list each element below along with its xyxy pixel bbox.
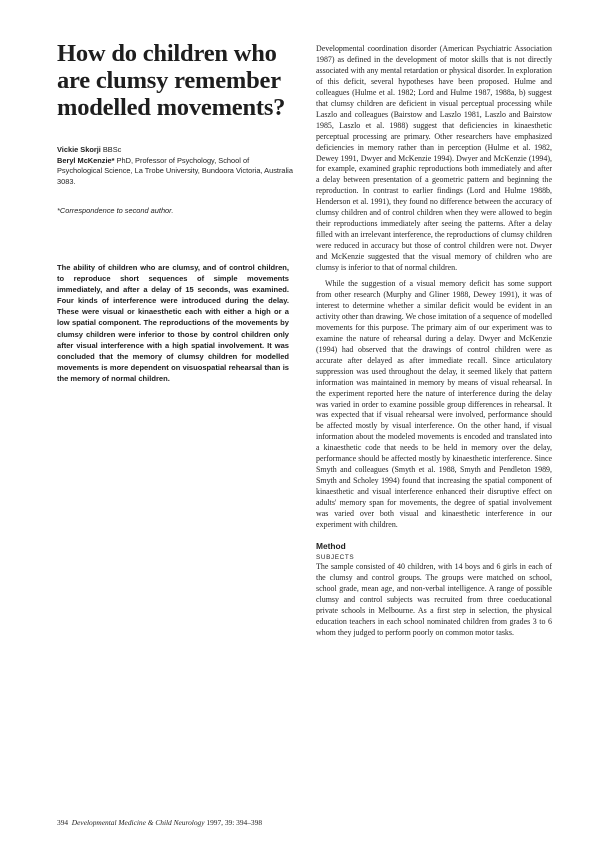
author-1-name: Vickie Skorji [57,145,101,154]
page-footer [57,818,357,828]
journal-citation: 1997, 39: 394–398 [204,818,263,827]
author-2 [57,156,295,188]
author-1-degree: BBSc [100,145,122,154]
abstract: The ability of children who are clumsy, and of control children, to reproduce short sequences of simple movements immediately, and after a delay of 15 seconds, was examined. Four kinds of interference were introduced during the delay. These were visual or kinaesthetic each with either a high or a low spatial component. The reproductions of the movements by clumsy children were inferior to those by control children only after visual interference with a high spatial involvement. It was concluded that the memory of clumsy children for modelled movements is more dependent on visuospatial rehearsal than is the memory of normal children. [57,263,289,383]
body-paragraph-2: While the suggestion of a visual memory deficit has some support from other research (Murphy and Gliner 1988, Dewey 1991), it was of interest to determine whether a similar deficit would be evident in an activity other than drawing. We chose imitation of a sequence of modelled movements for this purpose. The primary aim of our experiment was to examine the nature of rehearsal during a delay. Dwyer and McKenzie (1994) had observed that the drawings of control children were as accurate after delayed as after immediate recall. Since articulatory suppression was used throughout the delay, it seemed likely that pattern information was maintained in memory by means of visual rehearsal. In the experiment reported here the nature of interference during the delay was varied in order to examine possible group differences in rehearsal. It was expected that if visual rehearsal were involved, performance should be affected mostly by visual interference. On the other hand, if visual information about the modeled movements is encoded and translated into a kinaesthetic code that needs to be held in memory over the delay, performance should be affected mostly by kinaesthetic interference. Since Smyth and colleagues (Smyth et al. 1988, Smyth and Pendleton 1989, Smyth and Scholey 1994) found that increasing the spatial component of kinaesthetic and visual interference enhanced their disruptive effect on adults' memory span for movements, the degree of spatial involvement was varied over both visual and kinaesthetic interference in our experiment with children. [316,279,552,529]
correspondence-note: *Correspondence to second author. [57,206,174,215]
body-paragraph-3: The sample consisted of 40 children, with 14 boys and 6 girls in each of the clumsy and control groups. The groups were matched on school, school grade, mean age, and non-verbal intelligence. A range of possible clumsy and control subjects was recruited from three coeducational private schools in Melbourne. As a first step in selection, the physical education teachers in each school nominated children from grades 3 to 6 whom they judged to perform poorly on common motor tasks. [316,561,552,637]
body-paragraph-1: Developmental coordination disorder (American Psychiatric Association 1987) as defined in the development of motor skills that is not directly associated with any mental retardation or physical disorder. In exploration of this deficit, several hypotheses have been proposed. Hulme and colleagues (Hulme et al. 1982; Lord and Hulme 1987, 1988a, b) suggest that clumsy children are deficient in visual perceptual processing while Laszlo and colleagues (Bairstow and Laszlo 1981, Laszlo and Bairstow 1985, Laszlo et al. 1988) suggest that deficiencies in kinaesthetic perceptual processing are primary. Other researchers have emphasized deficiencies in memory rather than in perception (Hulme et al. 1982, Dewey 1991, Dwyer and McKenzie 1994). Dwyer and McKenzie (1994), for example, examined graphic reproductions both immediately and after a delay between presentation of a geometric pattern and beginning the reproduction. In contrast to earlier findings (Lord and Hulme 1988b, Henderson et al. 1991), they found no difference between the accuracy of clumsy children and of control children when they were allowed to begin their reproductions immediately after seeing the patterns. After a delay filled with an irrelevant interference, the reproductions of clumsy children were reduced in accuracy but those of control children were not. Dwyer and McKenzie suggested that the visual memory of children who are clumsy is inferior to that of normal children. [316,44,552,273]
page-number: 394 [57,818,69,827]
author-2-name: Beryl McKenzie* [57,155,115,165]
method-heading: Method [316,540,346,551]
article-title: How do children who are clumsy remember modelled movements? [57,40,286,121]
author-1 [57,145,295,156]
author-2-affiliation: PhD, Professor of Psychology, School of Psychological Science, La Trobe University, Bundoora Victoria, Australia 3083. [57,155,293,186]
author-block [57,145,295,187]
subjects-heading: SUBJECTS [316,553,355,561]
body-column [316,44,552,639]
journal-name: Developmental Medicine & Child Neurology [71,818,205,827]
